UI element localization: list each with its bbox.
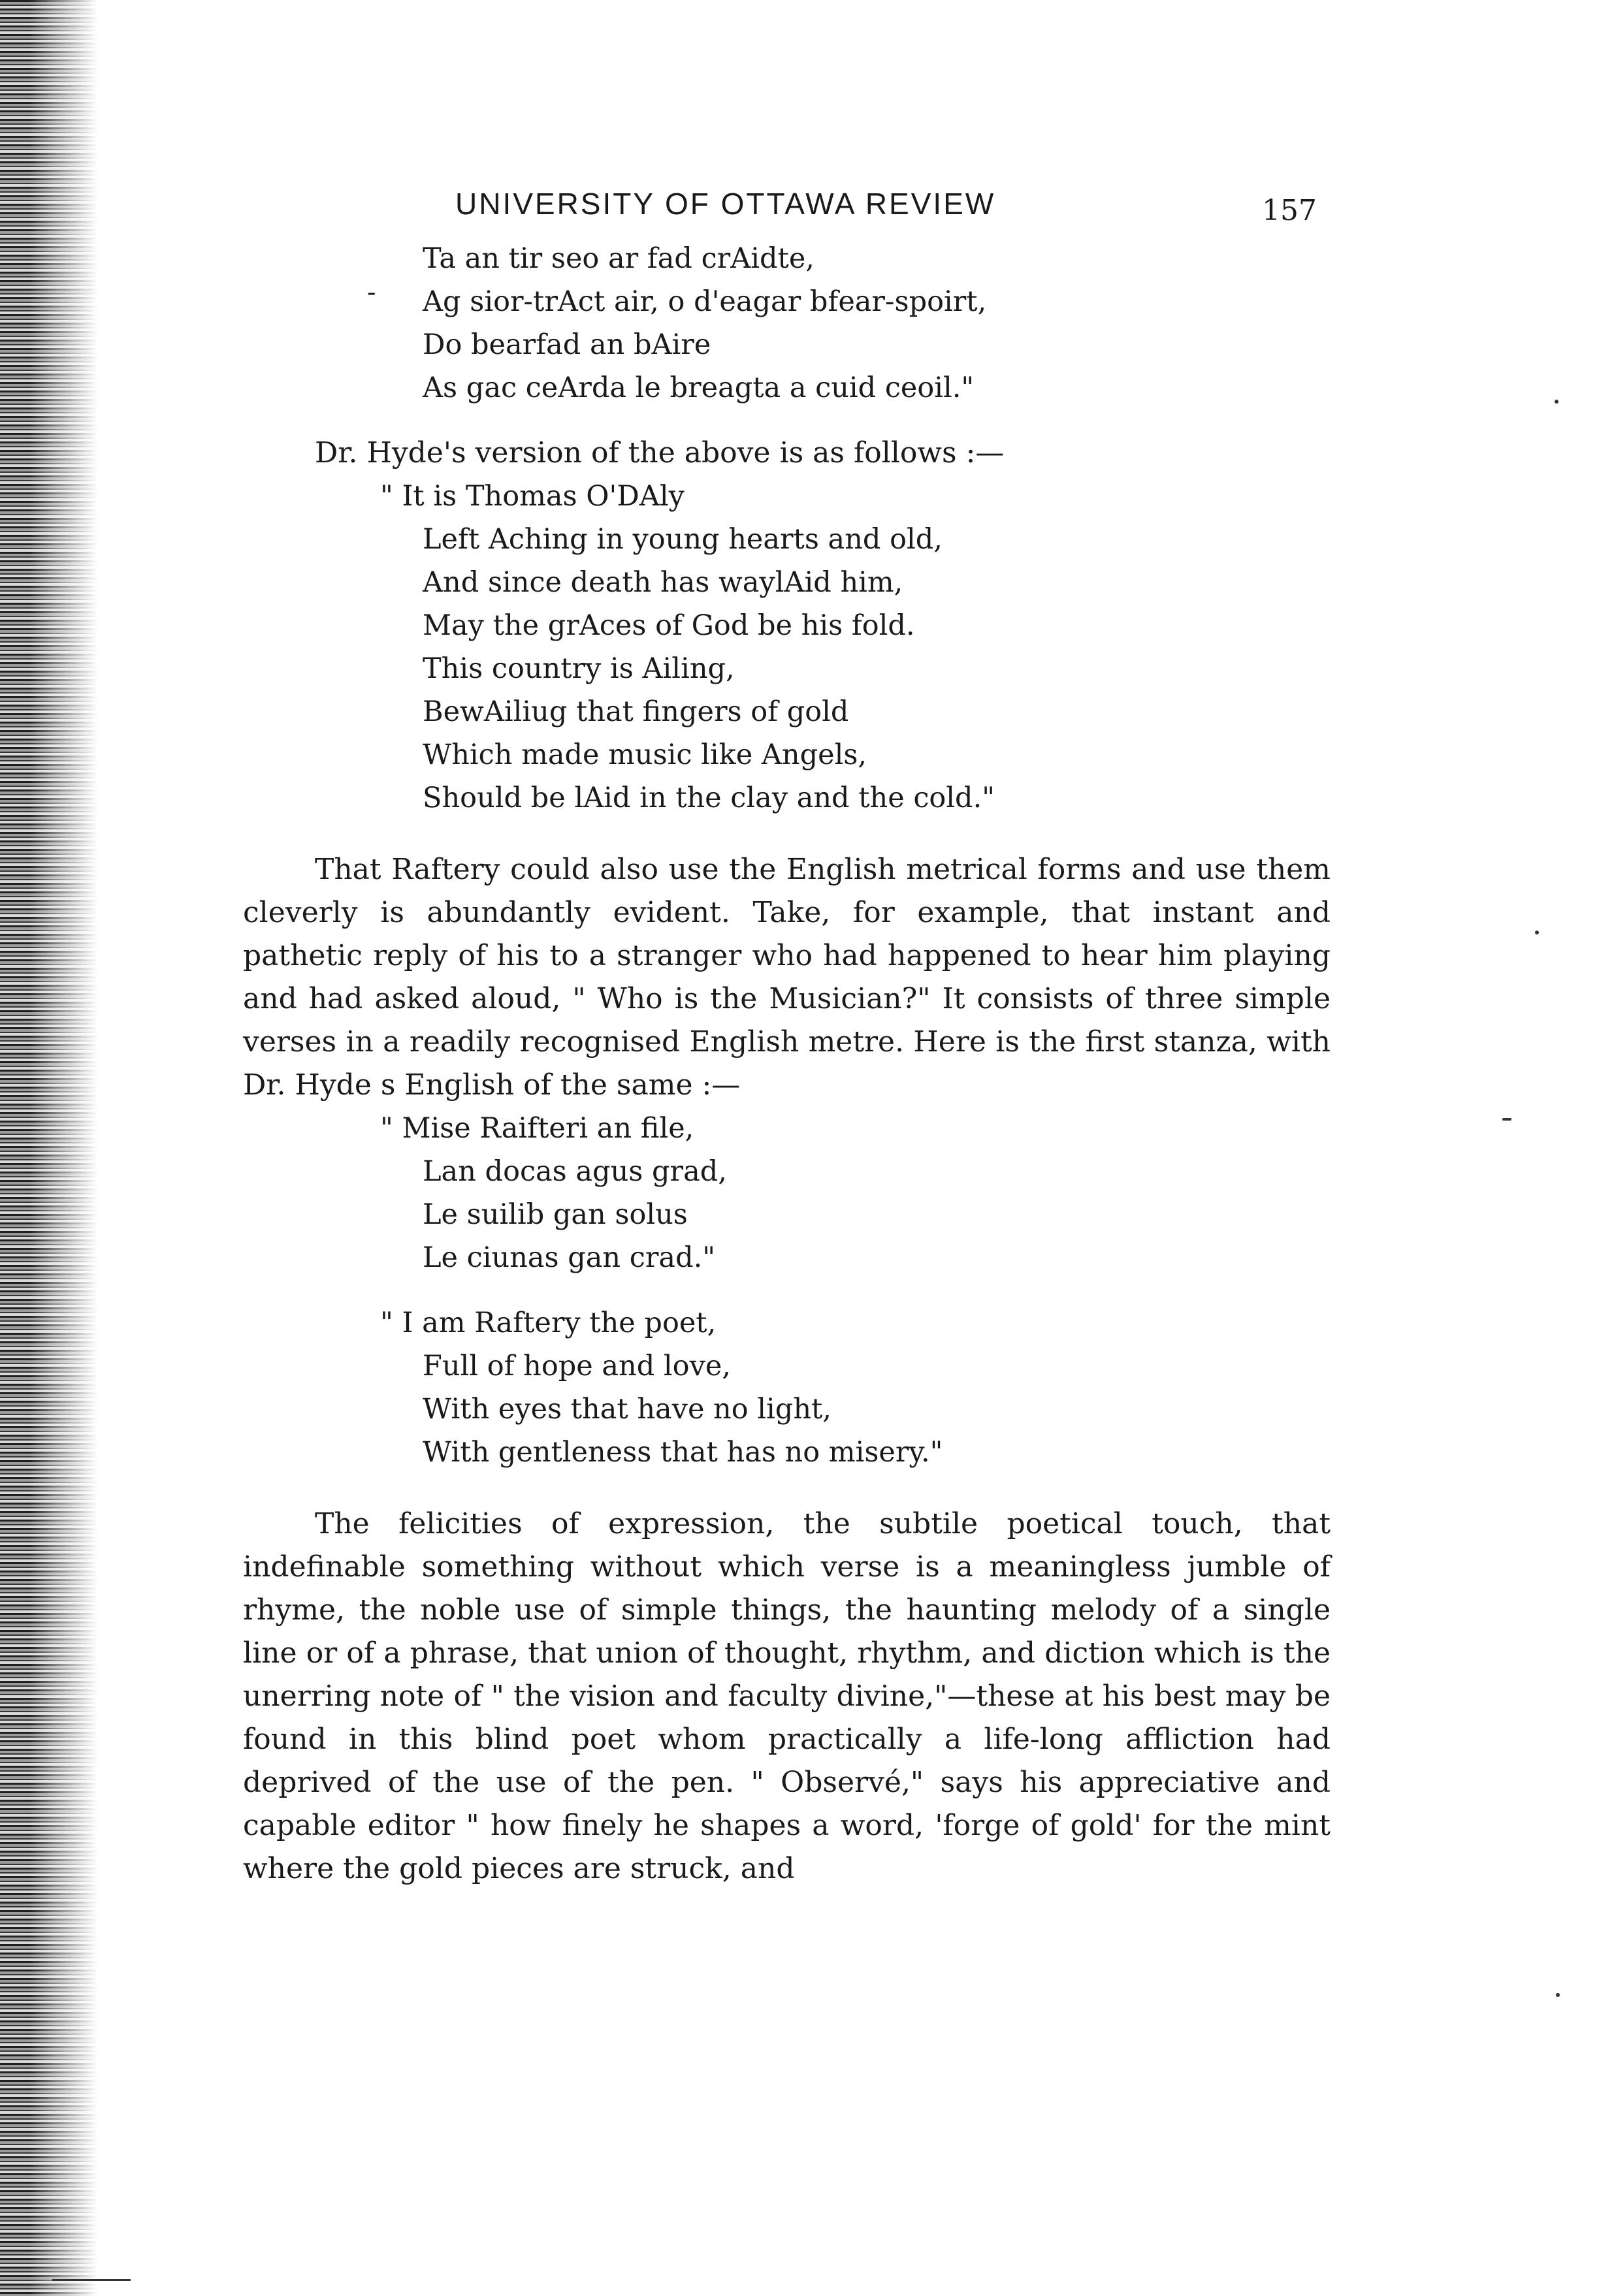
verse-line: With gentleness that has no misery.": [423, 1436, 943, 1469]
irish-stanza-2: [243, 1107, 1331, 1279]
verse-line: With eyes that have no light,: [423, 1393, 831, 1426]
body-paragraph: The felicities of expression, the subtile poetical touch, that indefinable something without which verse is a meaningless jumble of rhyme, the noble use of simple things, the haunting melody of a single line or of a phrase, that union of thought, rhythm, and diction which is the unerring note of " the vision and faculty divine,"—these at his best may be found in this blind poet whom practically a life-long affliction had deprived of the use of the pen. " Observé," says his appreciative and capable editor " how finely he shapes a word, 'forge of gold' for the mint where the gold pieces are struck, and: [243, 1507, 1331, 1885]
page-number: 157: [1262, 194, 1317, 227]
verse-line: Ta an tir seo ar fad crAidte,: [423, 242, 815, 275]
verse-line: Le suilib gan solus: [423, 1198, 688, 1231]
verse-line: Ag sior-trAct air, o d'eagar bfear-spoirt,: [423, 285, 987, 318]
verse-line: Full of hope and love,: [423, 1350, 731, 1382]
running-head: UNIVERSITY OF OTTAWA REVIEW: [455, 187, 996, 221]
verse-line: Should be lAid in the clay and the cold.": [423, 782, 995, 814]
binding-foot-mark: [52, 2279, 131, 2281]
book-page: [243, 167, 1331, 1890]
verse-line: Left Aching in young hearts and old,: [423, 523, 943, 556]
page-speck: [1535, 931, 1539, 934]
verse-line: BewAiliug that fingers of gold: [423, 695, 849, 728]
page-speck: [1556, 1993, 1560, 1997]
english-stanza-2: [243, 1301, 1331, 1474]
verse-line: May the grAces of God be his fold.: [423, 609, 915, 642]
margin-mark: -: [367, 278, 376, 308]
verse-line: " It is Thomas O'DAly: [380, 480, 685, 513]
intro-line: Dr. Hyde's version of the above is as follows :—: [315, 436, 1005, 470]
verse-line: " I am Raftery the poet,: [380, 1307, 717, 1339]
body-paragraph: That Raftery could also use the English metrical forms and use them cleverly is abundantly evident. Take, for example, that instant and pathetic reply of his to a stranger who had happened to hear him playing and had asked aloud, " Who is the Musician?" It consists of three simple verses in a readily recognised English metre. Here is the first stanza, with Dr. Hyde s English of the same :—: [243, 853, 1331, 1102]
page-header: [243, 167, 1331, 232]
verse-line: And since death has waylAid him,: [423, 566, 903, 599]
verse-line: This country is Ailing,: [423, 652, 735, 685]
irish-stanza-1: [243, 237, 1331, 409]
verse-line: " Mise Raifteri an file,: [380, 1112, 694, 1145]
verse-line: Which made music like Angels,: [423, 739, 867, 771]
page-speck: [1555, 400, 1558, 404]
verse-line: Lan docas agus grad,: [423, 1155, 727, 1188]
book-binding-edge: [0, 0, 98, 2296]
verse-line: As gac ceArda le breagta a cuid ceoil.": [423, 372, 975, 404]
verse-line: Do bearfad an bAire: [423, 328, 711, 361]
english-stanza-1: [243, 475, 1331, 820]
page-speck: [1502, 1118, 1511, 1121]
verse-line: Le ciunas gan crad.": [423, 1241, 716, 1274]
